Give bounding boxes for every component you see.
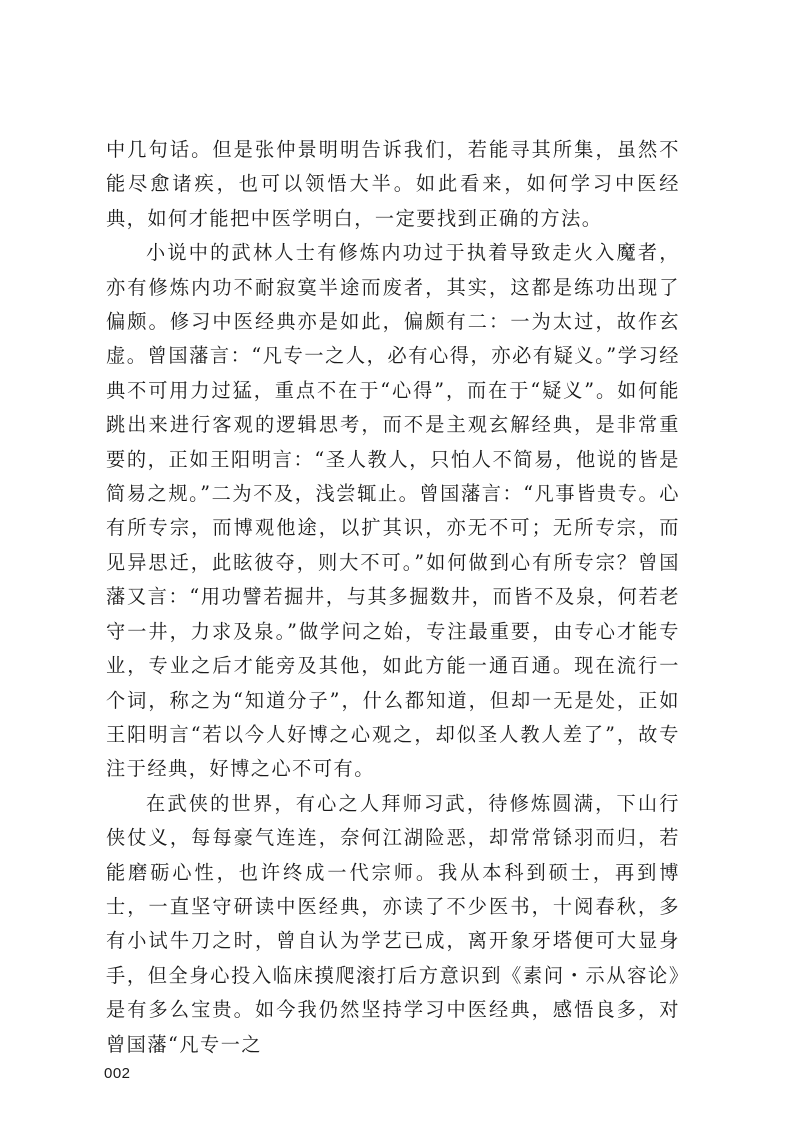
page-number: 002 xyxy=(104,1065,131,1082)
page-body xyxy=(106,133,680,1062)
paragraph-continuation: 中几句话。但是张仲景明明告诉我们，若能寻其所集，虽然不能尽愈诸疾，也可以领悟大半。如此看来，如何学习中医经典，如何才能把中医学明白，一定要找到正确的方法。 xyxy=(106,138,680,230)
paragraph-martial-arts-analogy: 小说中的武林人士有修炼内功过于执着导致走火入魔者，亦有修炼内功不耐寂寞半途而废者，其实，这都是练功出现了偏颇。修习中医经典亦是如此，偏颇有二：一为太过，故作玄虚。曾国藩言：“凡专一之人，必有心得，亦必有疑义。”学习经典不可用力过猛，重点不在于“心得”，而在于“疑义”。如何能跳出来进行客观的逻辑思考，而不是主观玄解经典，是非常重要的，正如王阳明言：“圣人教人，只怕人不简易，他说的皆是简易之规。”二为不及，浅尝辄止。曾国藩言：“凡事皆贵专。心有所专宗，而博观他途，以扩其识，亦无不可；无所专宗，而见异思迁，此眩彼夺，则大不可。”如何做到心有所专宗？曾国藩又言：“用功譬若掘井，与其多掘数井，而皆不及泉，何若老守一井，力求及泉。”做学问之始，专注最重要，由专心才能专业，专业之后才能旁及其他，如此方能一通百通。现在流行一个词，称之为“知道分子”，什么都知道，但却一无是处，正如王阳明言“若以今人好博之心观之，却似圣人教人差了”，故专注于经典，好博之心不可有。 xyxy=(106,241,680,781)
paragraph-personal-experience: 在武侠的世界，有心之人拜师习武，待修炼圆满，下山行侠仗义，每每豪气连连，奈何江湖险恶，却常常铩羽而归，若能磨砺心性，也许终成一代宗师。我从本科到硕士，再到博士，一直坚守研读中医经典，亦读了不少医书，十阅春秋，多有小试牛刀之时，曾自认为学艺已成，离开象牙塔便可大显身手，但全身心投入临床摸爬滚打后方意识到《素问・示从容论》是有多么宝贵。如今我仍然坚持学习中医经典，感悟良多，对曾国藩“凡专一之 xyxy=(106,791,680,1056)
